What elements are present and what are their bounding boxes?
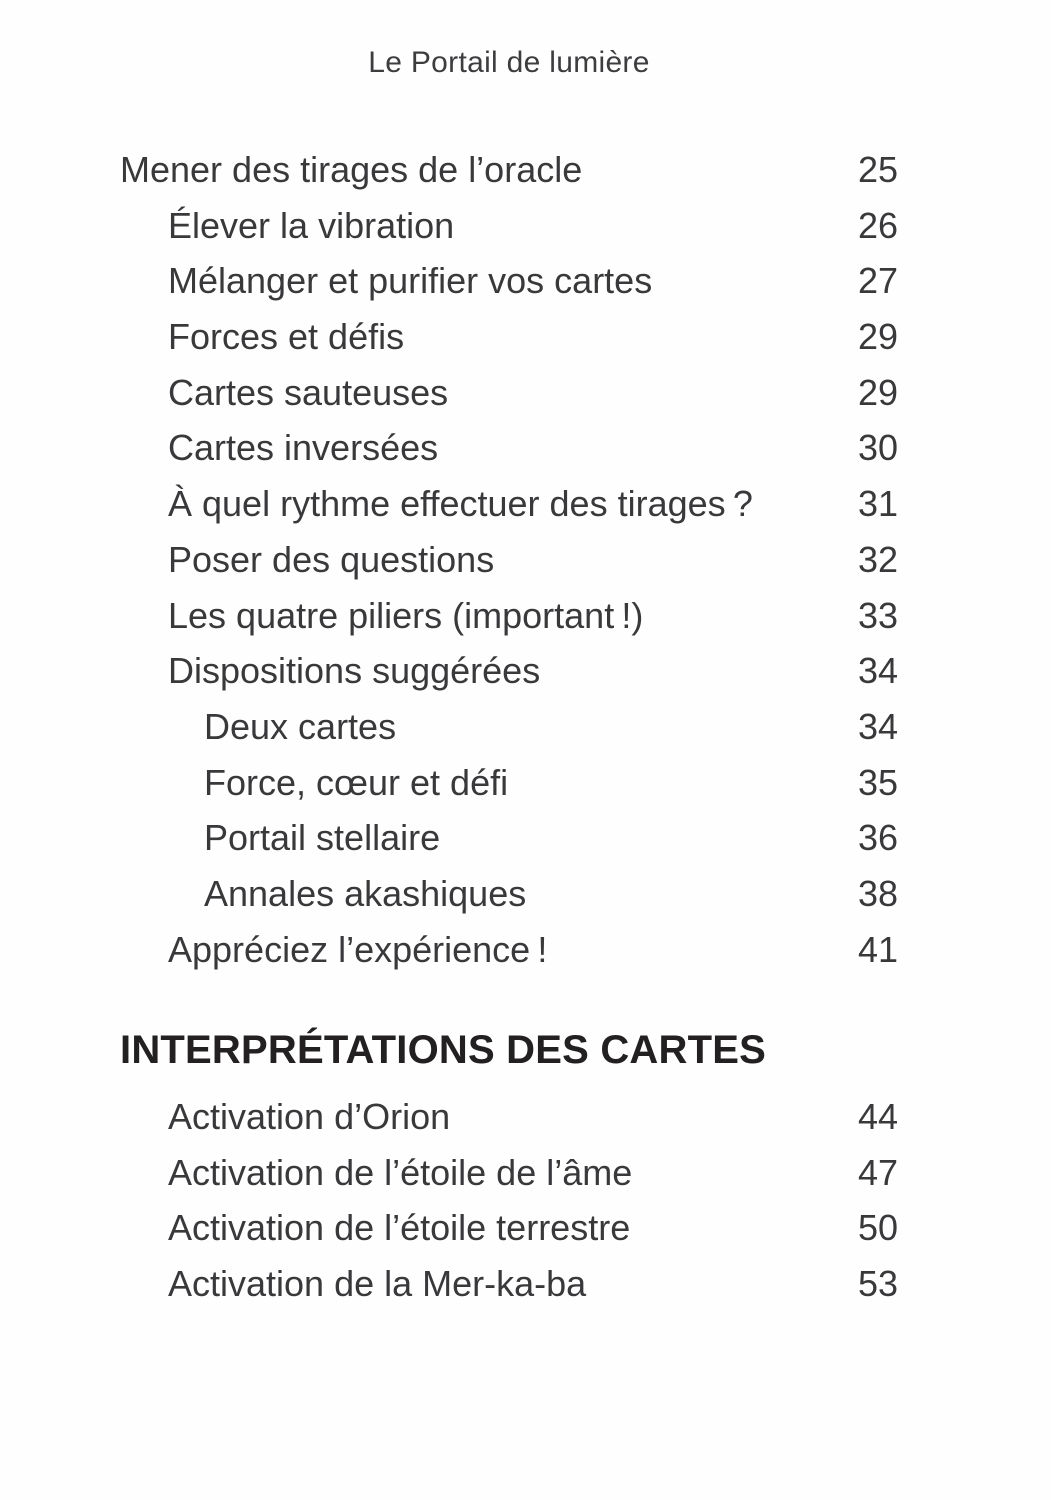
toc-entry (120, 365, 898, 421)
toc-entry-label: Dispositions suggérées (168, 650, 541, 692)
toc-entry-page: 26 (857, 204, 898, 246)
toc-entry-page: 38 (857, 872, 898, 914)
toc-entry (120, 699, 898, 755)
toc-entry-page: 50 (857, 1207, 898, 1249)
toc-entry (120, 922, 898, 978)
toc-entry (120, 253, 898, 309)
toc-entry-label: Mélanger et purifier vos cartes (168, 260, 653, 302)
toc-entry-label: Cartes sauteuses (168, 371, 449, 413)
toc-entry (120, 309, 898, 365)
toc-entry-page: 27 (857, 260, 898, 302)
toc-entry-label: Activation de l’étoile de l’âme (168, 1151, 633, 1193)
toc-entry-label: Force, cœur et défi (204, 761, 509, 803)
toc-entry-page: 47 (857, 1151, 898, 1193)
toc-entry-label: Deux cartes (204, 705, 397, 747)
toc-entry (120, 476, 898, 532)
toc-entry-label: Élever la vibration (168, 204, 455, 246)
toc-entry-page: 34 (857, 705, 898, 747)
toc-entry (120, 1145, 898, 1201)
toc-entry-label: Forces et défis (168, 316, 405, 358)
toc-entry-label: Portail stellaire (204, 817, 441, 859)
toc-entry-page: 34 (857, 650, 898, 692)
toc-entry (120, 866, 898, 922)
toc-entry (120, 1200, 898, 1256)
toc-entry (120, 810, 898, 866)
toc-entry (120, 142, 898, 198)
toc-entry-page: 35 (857, 761, 898, 803)
toc-entry-label: Activation d’Orion (168, 1096, 451, 1137)
toc-entry-page: 29 (857, 371, 898, 413)
toc-entry-page: 30 (857, 427, 898, 469)
running-header: Le Portail de lumière (368, 46, 650, 79)
toc-entry-label: Les quatre piliers (important !) (168, 594, 644, 636)
section-heading: INTERPRÉTATIONS DES CARTES (120, 1028, 766, 1072)
toc-entry-label: Activation de l’étoile terrestre (168, 1207, 631, 1249)
toc-entry-label: À quel rythme effectuer des tirages ? (168, 483, 753, 525)
toc-entry (120, 643, 898, 699)
toc-entry-label: Mener des tirages de l’oracle (120, 149, 583, 190)
toc-entry-label: Cartes inversées (168, 427, 439, 469)
toc-entry-page: 32 (857, 538, 898, 580)
toc-entry-label: Appréciez l’expérience ! (168, 928, 548, 970)
table-of-contents (120, 142, 898, 977)
toc-entry-page: 25 (857, 149, 898, 190)
toc-entry (120, 532, 898, 588)
section-table-of-contents (120, 1089, 898, 1312)
toc-entry-page: 33 (857, 594, 898, 636)
toc-entry-label: Activation de la Mer-ka-ba (168, 1263, 587, 1305)
toc-entry-page: 29 (857, 316, 898, 358)
toc-entry-page: 31 (857, 483, 898, 525)
toc-entry-page: 36 (857, 817, 898, 859)
toc-entry-label: Poser des questions (168, 538, 495, 580)
toc-entry (120, 755, 898, 811)
toc-entry (120, 1256, 898, 1312)
toc-entry (120, 420, 898, 476)
toc-entry (120, 1089, 898, 1145)
toc-entry-label: Annales akashiques (204, 872, 527, 914)
toc-entry-page: 41 (857, 928, 898, 970)
toc-entry (120, 198, 898, 254)
toc-entry (120, 588, 898, 644)
toc-entry-page: 53 (857, 1263, 898, 1305)
toc-entry-page: 44 (857, 1096, 898, 1137)
